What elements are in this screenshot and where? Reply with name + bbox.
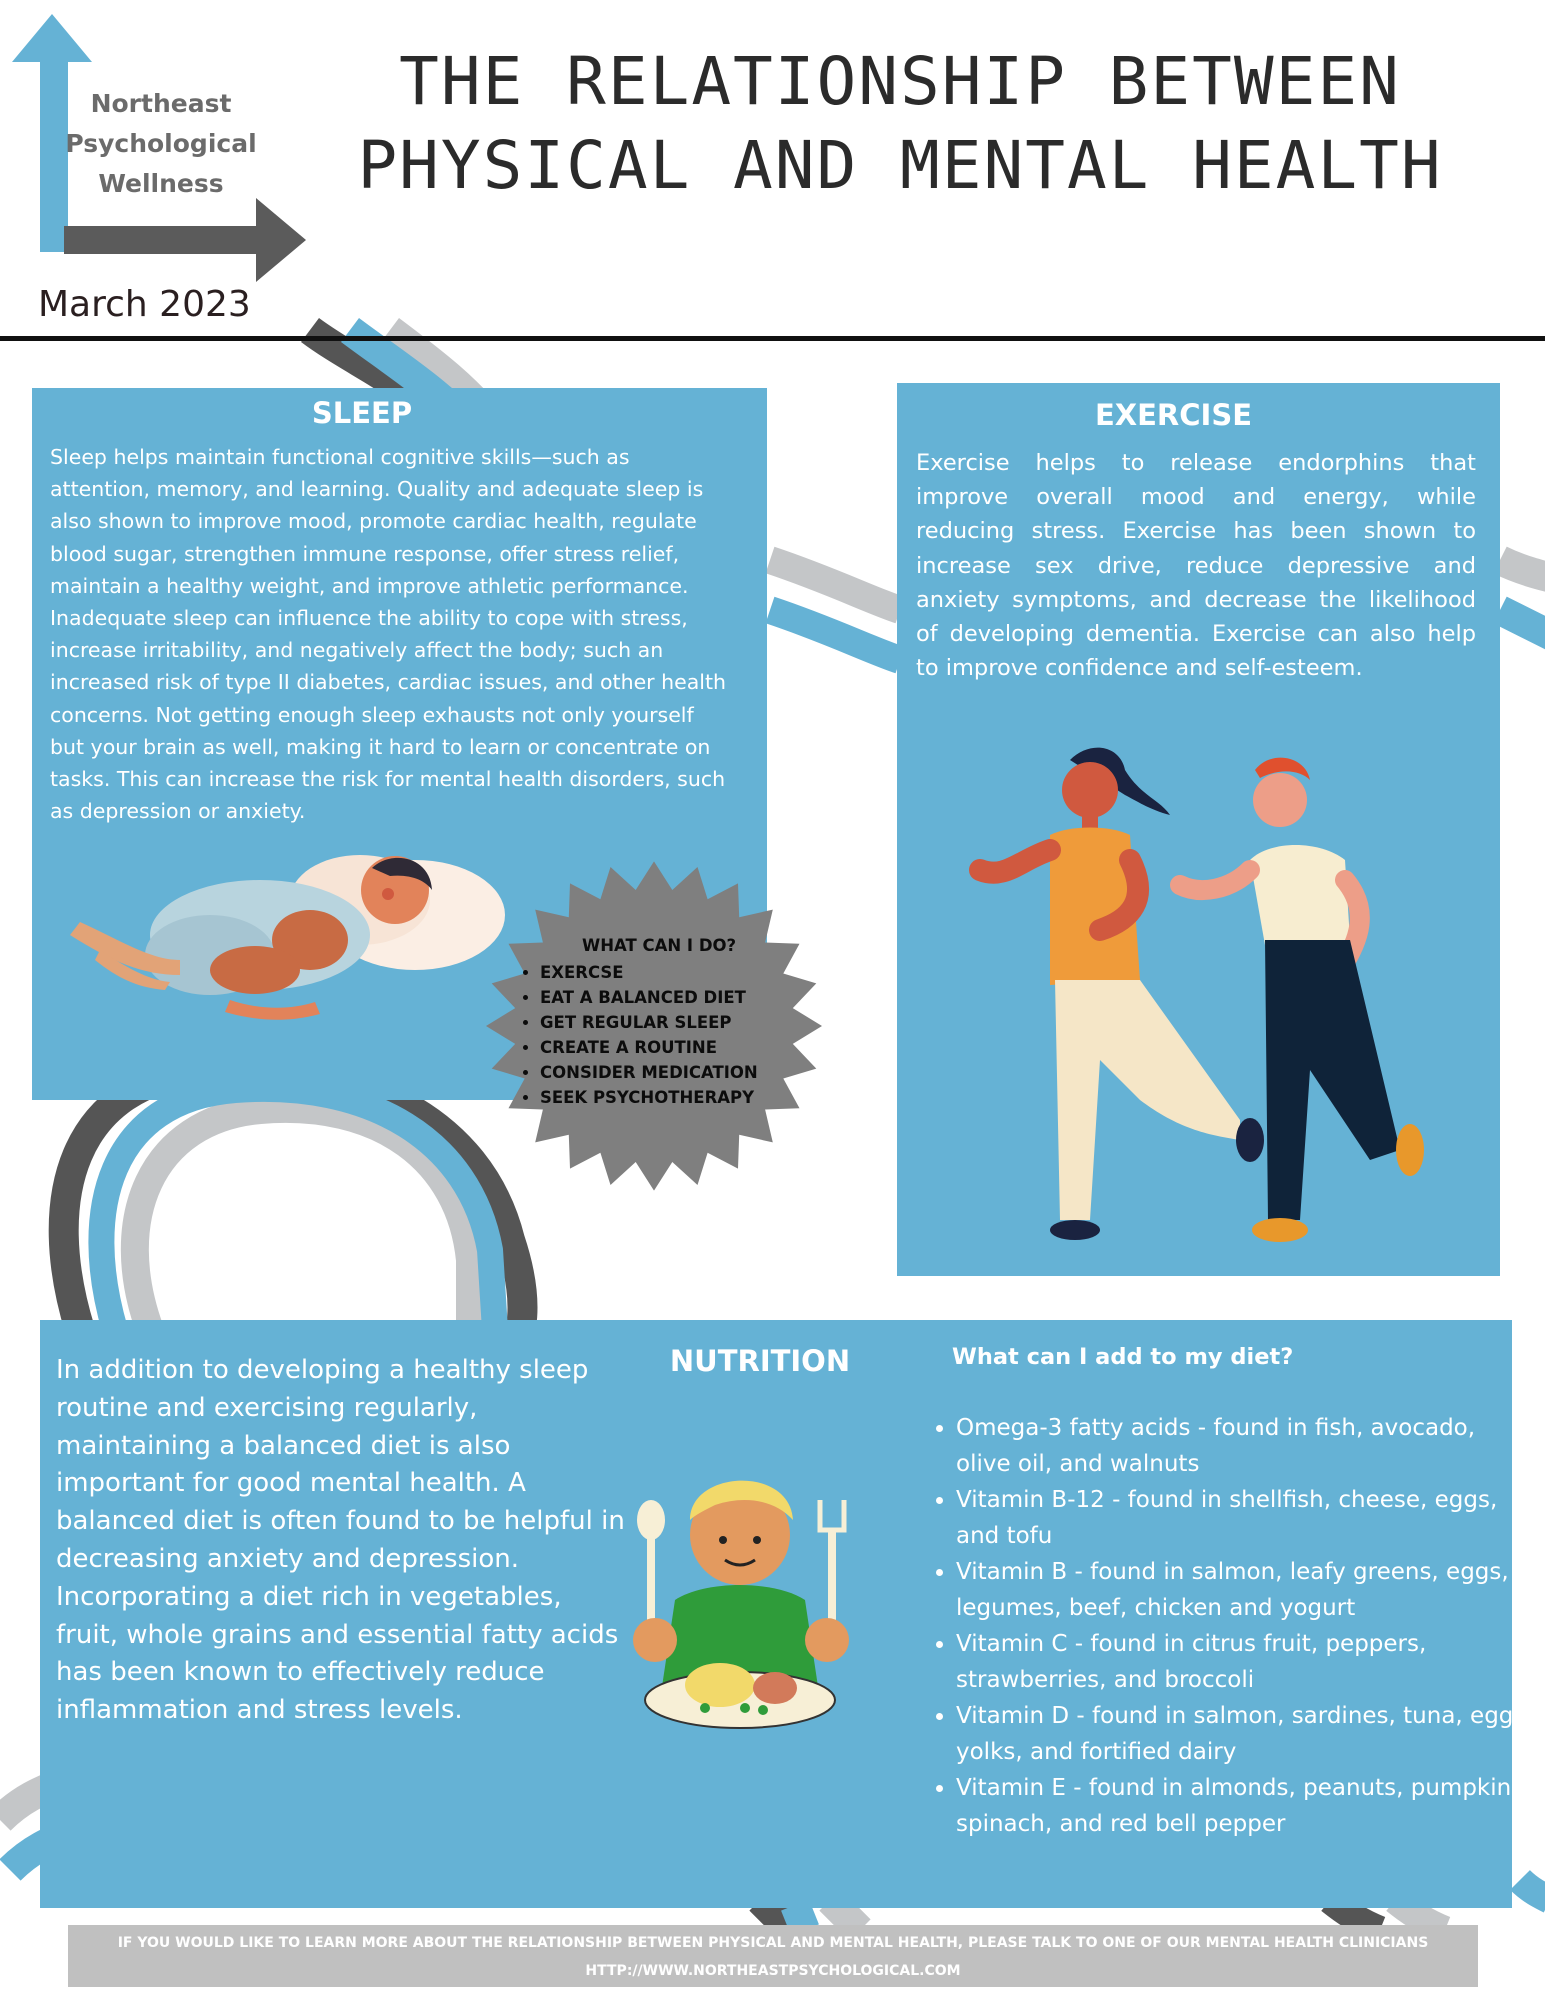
boy-eating-illustration (595, 1450, 885, 1750)
nutrition-title: NUTRITION (669, 1344, 851, 1378)
list-item: • SEEK PSYCHOTHERAPY (540, 1085, 758, 1110)
issue-date: March 2023 (38, 284, 251, 325)
page-title (300, 40, 1500, 208)
exercise-text: Exercise helps to release endorphins that improve overall mood and energy, while reducing stress. Exercise has been shown to increase sex drive, reduce depressive and anxiety symptoms, and decrease the likelihood of developing dementia. Exercise can also help to improve confidence and self-esteem. (916, 450, 1476, 682)
list-item: • CREATE A ROUTINE (540, 1035, 758, 1060)
footer-banner (68, 1925, 1478, 1987)
title-line-1: THE RELATIONSHIP BETWEEN (399, 43, 1401, 120)
diet-list (930, 1410, 1536, 1842)
list-item: • EAT A BALANCED DIET (540, 985, 758, 1010)
footer-message: IF YOU WOULD LIKE TO LEARN MORE ABOUT THE RELATIONSHIP BETWEEN PHYSICAL AND MENTAL HEALTH, PLEASE TALK TO ONE OF OUR MENTAL HEALTH CLINICIANS (117, 1935, 1429, 1951)
footer-url[interactable]: HTTP://WWW.NORTHEASTPSYCHOLOGICAL.COM (585, 1963, 961, 1979)
runners-illustration (950, 740, 1460, 1260)
exercise-title: EXERCISE (1094, 398, 1253, 432)
list-item: • Vitamin D - found in salmon, sardines, tuna, egg yolks, and fortified dairy (956, 1698, 1536, 1770)
list-item: • EXERCSE (540, 960, 758, 985)
title-line-2: PHYSICAL AND MENTAL HEALTH (357, 127, 1443, 204)
list-item: • Vitamin B - found in salmon, leafy greens, eggs, legumes, beef, chicken and yogurt (956, 1554, 1536, 1626)
list-item: • CONSIDER MEDICATION (540, 1060, 758, 1085)
badge-title: WHAT CAN I DO? (582, 936, 737, 955)
logo-line-3: Wellness (98, 169, 224, 198)
company-logo-text (56, 84, 266, 204)
sleep-title: SLEEP (311, 396, 413, 430)
badge-list (520, 960, 758, 1110)
list-item: • GET REGULAR SLEEP (540, 1010, 758, 1035)
list-item: • Vitamin C - found in citrus fruit, peppers, strawberries, and broccoli (956, 1626, 1536, 1698)
list-item: • Vitamin B-12 - found in shellfish, cheese, eggs, and tofu (956, 1482, 1536, 1554)
diet-title: What can I add to my diet? (952, 1344, 1294, 1370)
list-item: • Vitamin E - found in almonds, peanuts, pumpkin, spinach, and red bell pepper (956, 1770, 1536, 1842)
list-item: • Omega-3 fatty acids - found in fish, avocado, olive oil, and walnuts (956, 1410, 1536, 1482)
logo-line-2: Psychological (65, 129, 257, 158)
header-divider (0, 336, 1545, 341)
nutrition-text: In addition to developing a healthy sleep routine and exercising regularly, maintaining a balanced diet is also important for good mental health. A balanced diet is often found to be helpful in decreasing anxiety and depression. Incorporating a diet rich in vegetables, fruit, whole grains and essential fatty acids has been known to effectively reduce inflammation and stress levels. (56, 1355, 625, 1726)
logo-line-1: Northeast (90, 89, 232, 118)
sleeping-person-illustration (60, 810, 510, 1030)
sleep-text: Sleep helps maintain functional cognitive skills—such as attention, memory, and learning. Quality and adequate sleep is also shown to improve mood, promote cardiac health, regulate blood sugar, strengthen immune response, offer stress relief, maintain a healthy weight, and improve athletic performance. Inadequate sleep can influence the ability to cope with stress, increase irritability, and negatively affect the body; such an increased risk of type II diabetes, cardiac issues, and other health concerns. Not getting enough sleep exhausts not only yourself but your brain as well, making it hard to learn or concentrate on tasks. This can increase the risk for mental health disorders, such as depression or anxiety. (50, 445, 727, 824)
